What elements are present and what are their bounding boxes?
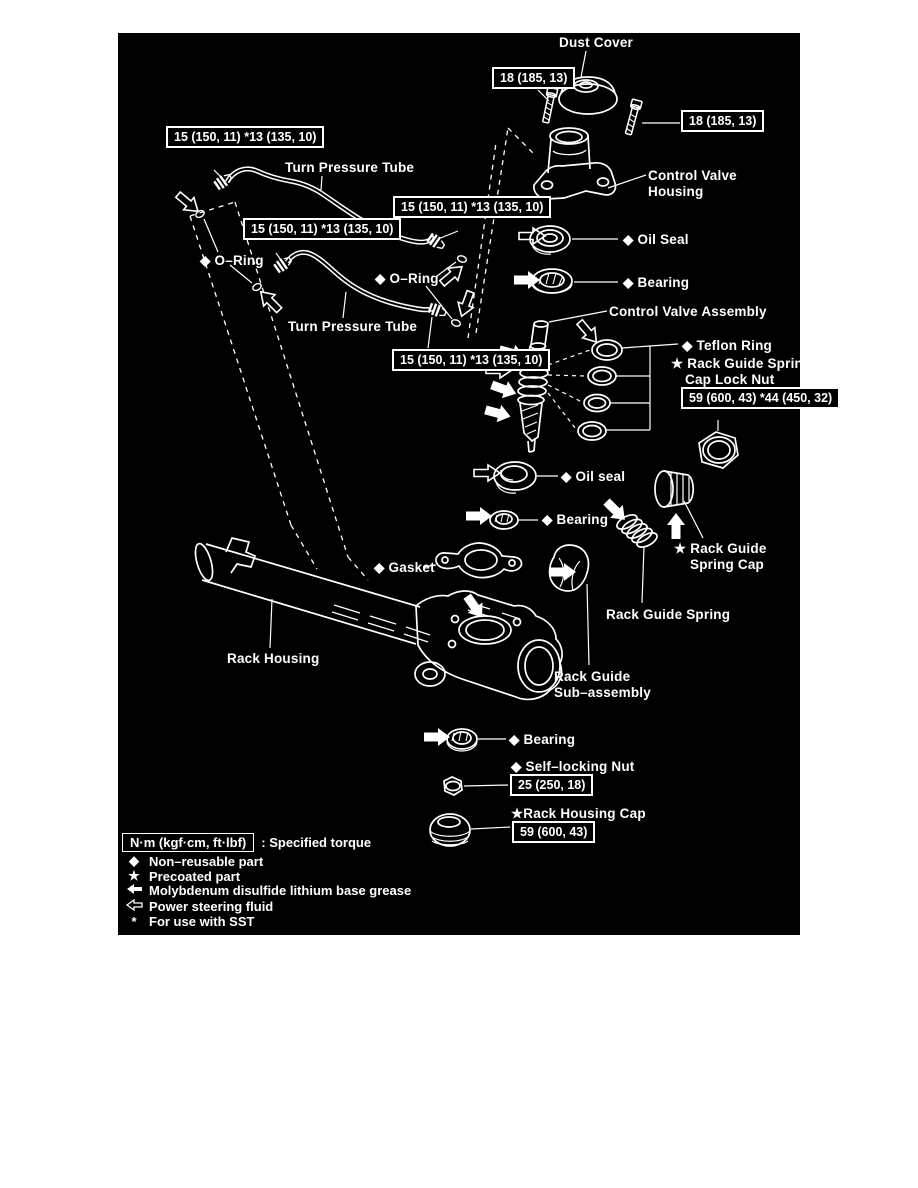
bearing-upper-label: ◆ Bearing	[623, 275, 690, 290]
rack-guide-spring-cap-label: ★ Rack Guide Spring Cap	[674, 541, 767, 572]
torque-box-bolt-right: 18 (185, 13)	[681, 110, 764, 132]
rack-housing-cap-label: ★Rack Housing Cap	[511, 806, 646, 821]
dust-cover-label: Dust Cover	[559, 35, 634, 50]
asterisk-icon: *	[131, 914, 137, 929]
rack-guide-subassembly-label: Rack Guide Sub–assembly	[554, 669, 651, 700]
torque-box-lock-nut: 59 (600, 43) *44 (450, 32)	[681, 387, 840, 409]
lock-nut-part	[699, 420, 738, 468]
gasket-label: ◆ Gasket	[374, 560, 435, 575]
torque-box-tube-4: 15 (150, 11) *13 (135, 10)	[392, 349, 550, 371]
torque-box-housing-cap: 59 (600, 43)	[512, 821, 595, 843]
solid-left-arrow-icon	[126, 883, 142, 898]
legend-grease: Molybdenum disulfide lithium base grease	[126, 883, 411, 898]
rack-housing-cap-part	[430, 814, 510, 846]
bearing-bottom-label: ◆ Bearing	[509, 732, 576, 747]
torque-box-tube-2: 15 (150, 11) *13 (135, 10)	[393, 196, 551, 218]
rack-guide-spring-part	[615, 512, 660, 603]
o-ring-left-label: ◆ O–Ring	[200, 253, 264, 268]
legend-precoated: ★ Precoated part	[126, 868, 240, 884]
legend-sst: * For use with SST	[126, 914, 254, 929]
torque-box-self-locking-nut: 25 (250, 18)	[510, 774, 593, 796]
diamond-icon: ◆	[129, 853, 139, 868]
control-valve-housing-part	[534, 128, 646, 199]
teflon-ring-parts	[548, 340, 678, 440]
torque-units-box: N·m (kgf·cm, ft·lbf)	[122, 833, 254, 852]
self-locking-nut-part	[444, 777, 508, 795]
oil-seal-upper-label: ◆ Oil Seal	[623, 232, 689, 247]
housing-bolt-right	[623, 99, 642, 135]
torque-box-bolt-left: 18 (185, 13)	[492, 67, 575, 89]
rack-guide-spring-cap-lock-nut-label: ★ Rack Guide Spring Cap Lock Nut	[671, 356, 812, 387]
oil-seal-upper-part	[530, 226, 618, 254]
legend-non-reusable: ◆ Non–reusable part	[126, 853, 263, 869]
rack-guide-subassembly-part	[550, 545, 589, 665]
turn-pressure-tube-lower-label: Turn Pressure Tube	[288, 319, 418, 334]
bearing-lower-part	[490, 511, 538, 529]
o-ring-right-label: ◆ O–Ring	[375, 271, 439, 286]
gasket-part	[423, 543, 521, 578]
oil-seal-lower-label: ◆ Oil seal	[561, 469, 626, 484]
control-valve-assembly-label: Control Valve Assembly	[609, 304, 767, 319]
bearing-bottom-part	[447, 729, 506, 751]
torque-box-tube-1: 15 (150, 11) *13 (135, 10)	[166, 126, 324, 148]
rack-housing-label: Rack Housing	[227, 651, 320, 666]
teflon-ring-label: ◆ Teflon Ring	[682, 338, 772, 353]
rack-guide-spring-label: Rack Guide Spring	[606, 607, 731, 622]
legend-fluid: Power steering fluid	[126, 899, 273, 914]
torque-desc: : Specified torque	[261, 835, 372, 850]
housing-bolt-left	[541, 87, 558, 123]
self-locking-nut-label: ◆ Self–locking Nut	[511, 759, 635, 774]
torque-box-tube-3: 15 (150, 11) *13 (135, 10)	[243, 218, 401, 240]
control-valve-housing-label: Control Valve Housing	[648, 168, 737, 199]
turn-pressure-tube-upper-label: Turn Pressure Tube	[285, 160, 415, 175]
oil-seal-lower-part	[494, 462, 558, 493]
bearing-lower-label: ◆ Bearing	[542, 512, 609, 527]
star-icon: ★	[128, 868, 140, 883]
bearing-upper-part	[532, 269, 618, 293]
steering-rack-exploded-diagram	[118, 33, 833, 935]
open-left-arrow-icon	[126, 899, 142, 914]
legend-torque	[122, 833, 371, 852]
